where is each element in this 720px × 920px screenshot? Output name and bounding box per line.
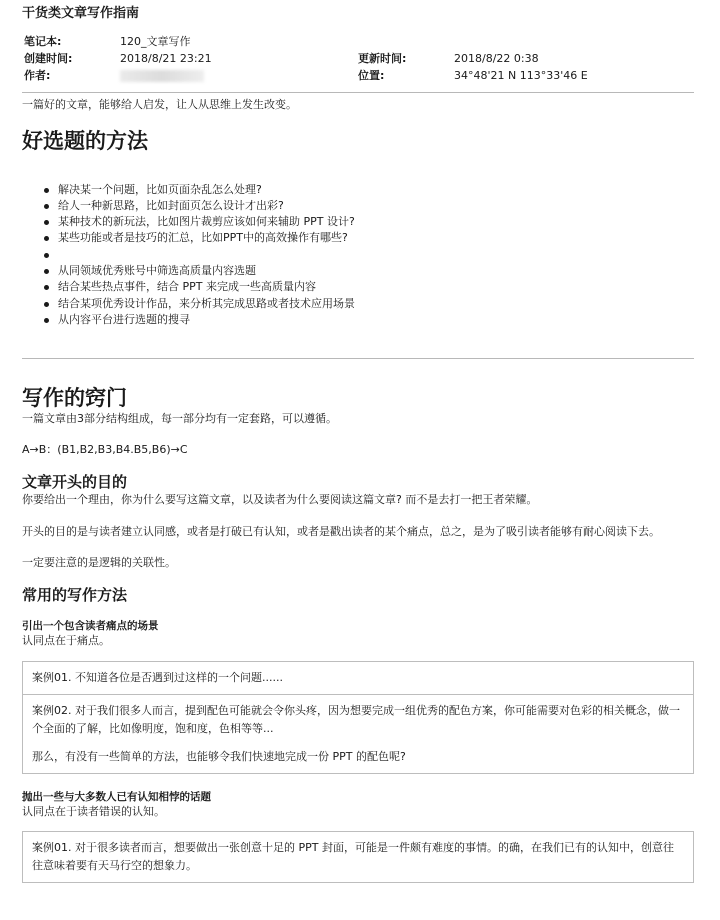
meta-row-author xyxy=(22,68,702,84)
method-2-heading: 抛出一些与大多数人已有认知相悖的话题 xyxy=(22,791,211,804)
location-label: 位置: xyxy=(358,69,385,82)
redacted-blur xyxy=(120,70,204,82)
created-label: 创建时间: xyxy=(24,52,73,65)
author-value-redacted xyxy=(120,68,204,87)
header-divider xyxy=(22,92,694,93)
notebook-label: 笔记本: xyxy=(24,35,62,48)
topic-bullet-list xyxy=(58,182,720,329)
list-item: 结合某项优秀设计作品，来分析其完成思路或者技术应用场景 xyxy=(58,296,720,312)
section-heading-topics: 好选题的方法 xyxy=(22,128,148,153)
list-item-empty xyxy=(58,247,720,263)
document-title: 干货类文章写作指南 xyxy=(22,6,140,21)
method-1-case-2 xyxy=(23,695,693,773)
note-metadata xyxy=(22,34,720,92)
list-item: 从内容平台进行选题的搜寻 xyxy=(58,312,720,328)
opening-paragraph-2: 开头的目的是与读者建立认同感，或者是打破已有认知，或者是戳出读者的某个痛点，总之，是为了吸引读者能够有耐心阅读下去。 xyxy=(22,524,660,538)
list-item: 结合某些热点事件，结合 PPT 来完成一些高质量内容 xyxy=(58,279,720,295)
updated-value: 2018/8/22 0:38 xyxy=(454,52,539,65)
list-item: 给人一种新思路，比如封面页怎么设计才出彩? xyxy=(58,198,720,214)
method-1-case-2-followup: 那么，有没有一些简单的方法，也能够令我们快速地完成一份 PPT 的配色呢? xyxy=(32,750,406,764)
opening-paragraph-3: 一定要注意的是逻辑的关联性。 xyxy=(22,556,176,570)
method-2-description: 认同点在于读者错误的认知。 xyxy=(22,805,165,819)
author-label: 作者: xyxy=(24,69,51,82)
method-1-case-1: 案例01. 不知道各位是否遇到过这样的一个问题...... xyxy=(23,662,693,695)
method-1-example-box xyxy=(22,661,694,774)
section-divider xyxy=(22,358,694,359)
section-heading-writing-tips: 写作的窍门 xyxy=(22,386,127,411)
list-item: 某种技术的新玩法，比如图片裁剪应该如何来辅助 PPT 设计? xyxy=(58,214,720,230)
meta-row-dates xyxy=(22,51,702,67)
intro-text: 一篇好的文章，能够给人启发，让人从思维上发生改变。 xyxy=(22,98,297,111)
list-item: 某些功能或者是技巧的汇总，比如PPT中的高效操作有哪些? xyxy=(58,230,720,246)
location-value: 34°48'21 N 113°33'46 E xyxy=(454,69,588,82)
list-item: 解决某一个问题，比如页面杂乱怎么处理? xyxy=(58,182,720,198)
meta-row-notebook xyxy=(22,34,702,50)
updated-label: 更新时间: xyxy=(358,52,407,65)
method-2-example-box xyxy=(22,831,694,883)
method-1-heading: 引出一个包含读者痛点的场景 xyxy=(22,619,159,632)
notebook-value: 120_文章写作 xyxy=(120,35,191,48)
structure-paragraph: 一篇文章由3部分结构组成，每一部分均有一定套路，可以遵循。 xyxy=(22,412,337,426)
list-item: 从同领域优秀账号中筛选高质量内容选题 xyxy=(58,263,720,279)
created-value: 2018/8/21 23:21 xyxy=(120,52,212,65)
method-2-case-1: 案例01. 对于很多读者而言，想要做出一张创意十足的 PPT 封面，可能是一件颇有难度的事情。的确，在我们已有的认知中，创意往往意味着要有天马行空的想象力。 xyxy=(32,840,674,872)
opening-paragraph-1: 你要给出一个理由，你为什么要写这篇文章，以及读者为什么要阅读这篇文章? 而不是去打一把王者荣耀。 xyxy=(22,493,538,507)
method-1-case-2-text: 案例02. 对于我们很多人而言，提到配色可能就会令你头疼，因为想要完成一组优秀的配色方案，你可能需要对色彩的相关概念，做一个全面的了解，比如像明度，饱和度，色相等等... xyxy=(32,704,680,736)
subheading-common-methods: 常用的写作方法 xyxy=(22,585,128,604)
structure-formula: A→B：(B1,B2,B3,B4.B5,B6)→C xyxy=(22,442,188,456)
subheading-opening-purpose: 文章开头的目的 xyxy=(22,473,128,492)
method-1-description: 认同点在于痛点。 xyxy=(22,633,110,647)
